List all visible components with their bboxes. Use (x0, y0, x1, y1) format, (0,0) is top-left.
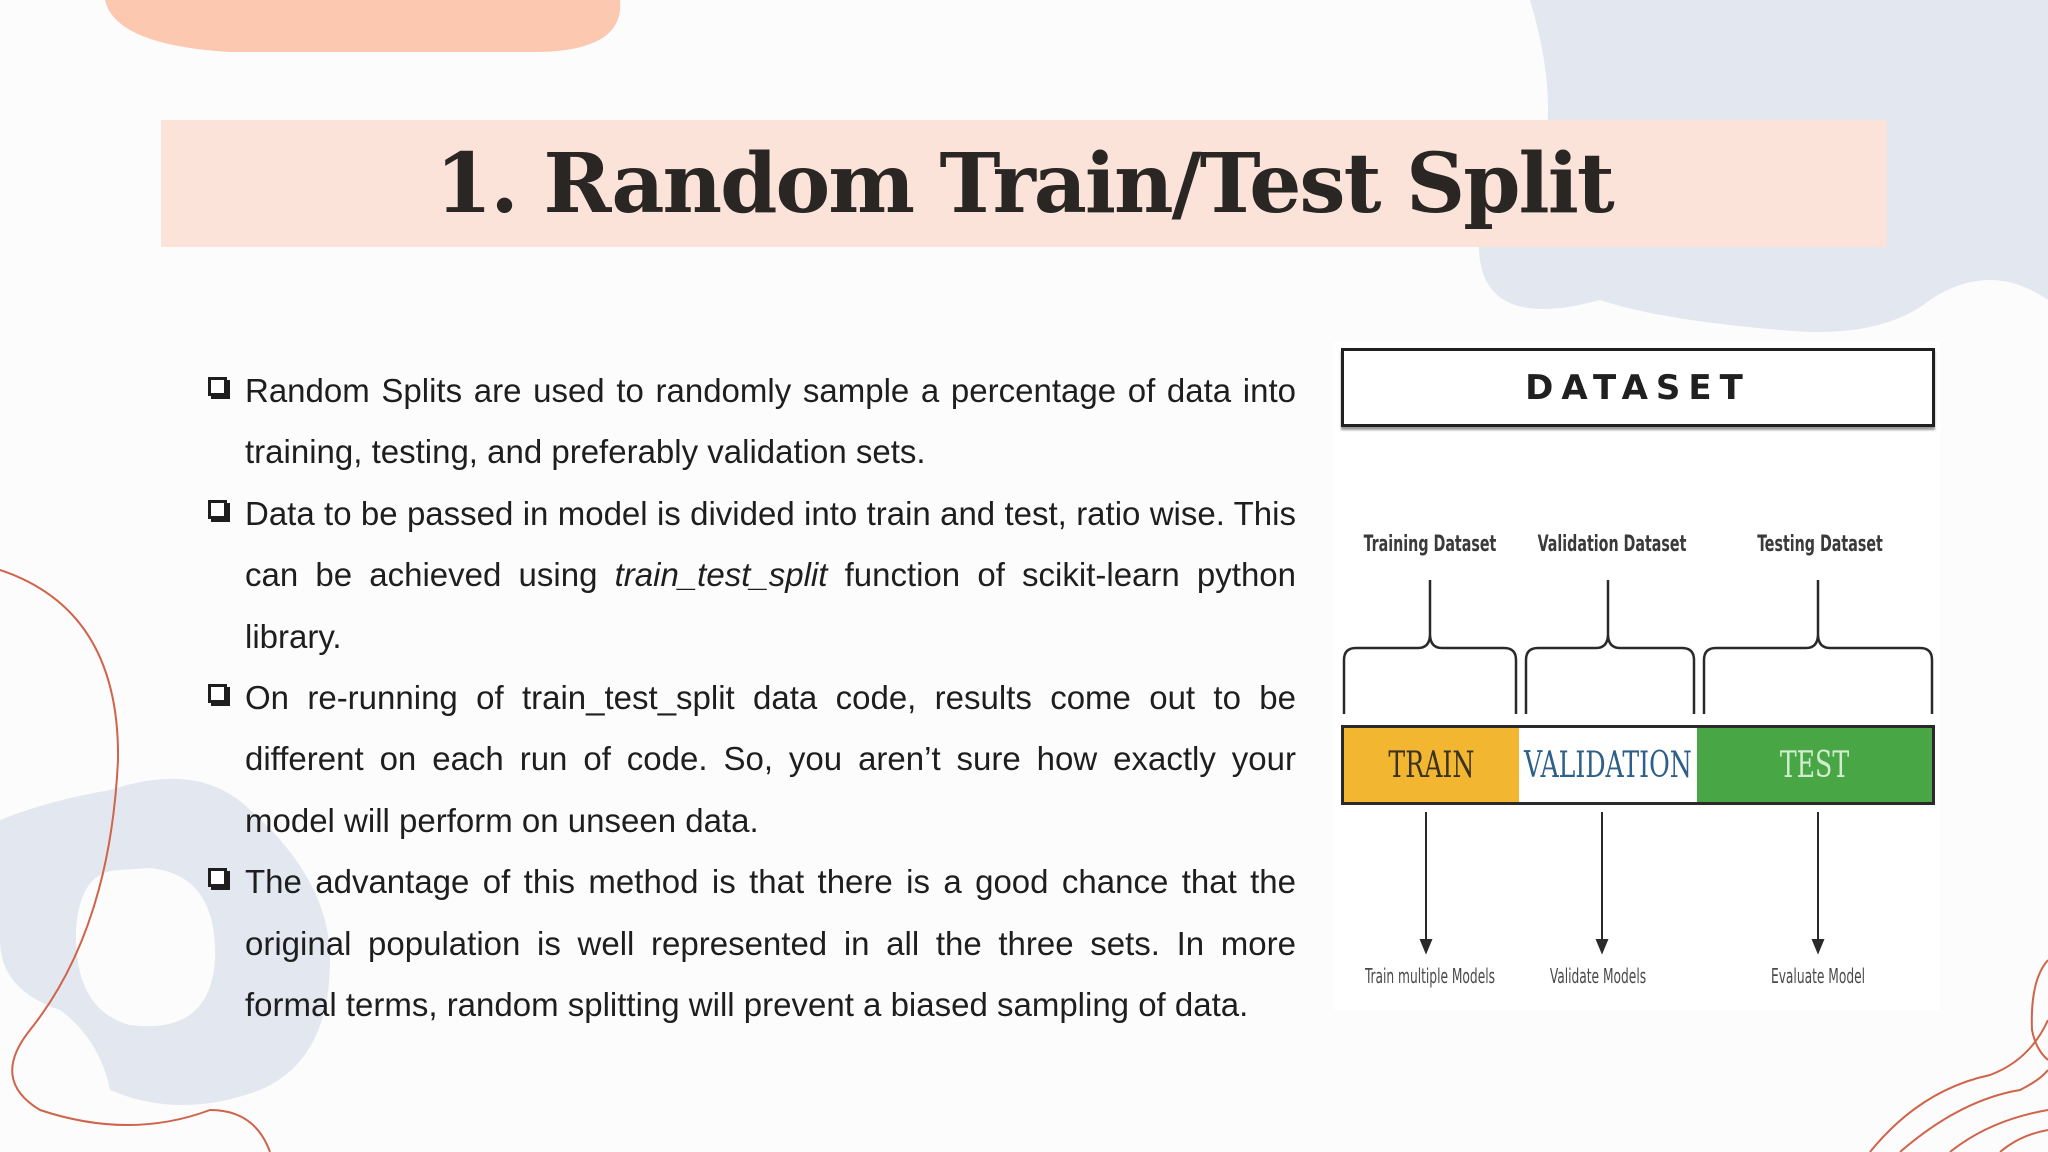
dataset-split-diagram (1334, 342, 1940, 1010)
bullet-text: Data to be passed in model is divided into train and test, ratio wise. This can be achieved using (245, 494, 1296, 594)
bullet-text: function of scikit-learn python library. (245, 556, 1297, 655)
diagram-connectors (1334, 342, 1940, 1010)
dataset-label: DATASET (1341, 348, 1935, 427)
brace-test (1704, 580, 1932, 714)
checkbox-icon (208, 377, 227, 396)
validation-dataset-label: Validation Dataset (1537, 532, 1687, 557)
bullet-item (206, 360, 1296, 483)
slide-title: 1. Random Train/Test Split (435, 135, 1613, 232)
bullet-item (206, 851, 1296, 1035)
test-segment (1697, 725, 1935, 805)
checkbox-icon (208, 868, 227, 887)
bullet-text: The advantage of this method is that there is a good chance that the original population is well represented in all the three sets. In more formal terms, random splitting will prevent a biased sampling of data. (245, 863, 1296, 1024)
train-segment-label: TRAIN (1388, 744, 1475, 786)
train-output-label: Train multiple Models (1364, 964, 1496, 988)
brace-train (1344, 580, 1516, 714)
validation-segment-label: VALIDATION (1524, 744, 1692, 786)
testing-dataset-label: Testing Dataset (1757, 532, 1883, 557)
bullet-item (206, 667, 1296, 851)
training-dataset-label: Training Dataset (1363, 532, 1497, 557)
bullet-text: On re-running of train_test_split data code, results come out to be different on each run of code. So, you aren’t sure how exactly your model will perform on unseen data. (245, 679, 1296, 839)
test-segment-label: TEST (1779, 744, 1850, 786)
test-output-label: Evaluate Model (1770, 964, 1866, 988)
validation-output-label: Validate Models (1549, 964, 1647, 988)
bullet-text: Random Splits are used to randomly sample a percentage of data into training, testing, and preferably validation sets. (245, 372, 1296, 471)
checkbox-icon (208, 500, 227, 519)
validation-segment (1519, 725, 1697, 805)
bullet-emphasis: train_test_split (614, 556, 828, 594)
train-segment (1341, 725, 1519, 805)
title-banner (161, 120, 1887, 247)
bullet-list (206, 360, 1296, 1035)
bullet-item (206, 483, 1296, 667)
brace-validation (1526, 580, 1694, 714)
checkbox-icon (208, 684, 227, 703)
